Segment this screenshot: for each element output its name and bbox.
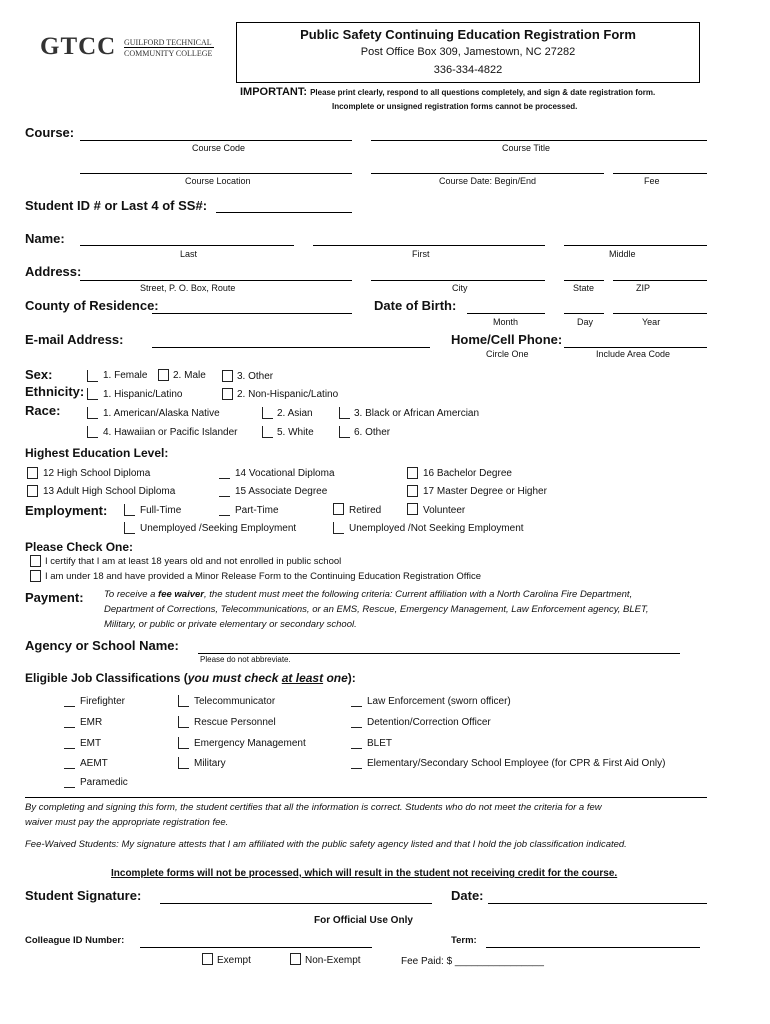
race-other-checkbox[interactable]	[339, 426, 350, 438]
job-law-label: Law Enforcement (sworn officer)	[367, 696, 511, 707]
year-caption: Year	[642, 317, 661, 327]
nonexempt-label: Non-Exempt	[305, 955, 361, 966]
first-caption: First	[412, 249, 430, 259]
job-paramedic-label: Paramedic	[80, 777, 128, 788]
logo-line2: COMMUNITY COLLEGE	[124, 49, 213, 58]
sex-male-checkbox[interactable]	[158, 369, 169, 381]
job-em-checkbox[interactable]	[178, 737, 189, 749]
job-telecom-label: Telecommunicator	[194, 696, 276, 707]
emp-retired-checkbox[interactable]	[333, 503, 344, 515]
job-emr-label: EMR	[80, 717, 103, 728]
sex-other-checkbox[interactable]	[222, 370, 233, 382]
edu-14-checkbox[interactable]	[219, 467, 230, 479]
job-detention-label: Detention/Correction Officer	[367, 717, 491, 728]
job-aemt-checkbox[interactable]	[64, 757, 75, 769]
exempt-label: Exempt	[217, 955, 251, 966]
job-telecom-checkbox[interactable]	[178, 695, 189, 707]
course-code-field[interactable]	[80, 140, 352, 141]
agency-note: Please do not abbreviate.	[200, 655, 291, 664]
race-black-checkbox[interactable]	[339, 407, 350, 419]
fee-paid-label: Fee Paid: $ ________________	[401, 956, 544, 967]
dob-label: Date of Birth:	[374, 298, 457, 313]
ethnicity-label: Ethnicity:	[25, 384, 85, 399]
state-field[interactable]	[564, 280, 604, 281]
month-caption: Month	[493, 317, 519, 327]
course-dates-field[interactable]	[371, 173, 604, 174]
edu-14-label: 14 Vocational Diploma	[235, 468, 335, 479]
non-hispanic-label: 2. Non-Hispanic/Latino	[237, 389, 339, 400]
official-title: For Official Use Only	[314, 915, 413, 926]
sex-label: Sex:	[25, 367, 53, 382]
race-native-label: 1. American/Alaska Native	[103, 408, 220, 419]
phone-field[interactable]	[564, 347, 707, 348]
city-caption: City	[452, 283, 468, 293]
agency-field[interactable]	[198, 653, 680, 654]
colleague-label: Colleague ID Number:	[25, 935, 125, 946]
dob-month-field[interactable]	[467, 313, 545, 314]
job-military-label: Military	[194, 758, 226, 769]
street-field[interactable]	[80, 280, 352, 281]
logo-line1: GUILFORD TECHNICAL	[124, 38, 212, 47]
course-fee-field[interactable]	[613, 173, 707, 174]
race-white-label: 5. White	[277, 427, 314, 438]
emp-seeking-label: Unemployed /Seeking Employment	[140, 523, 297, 534]
emp-not-seeking-checkbox[interactable]	[333, 522, 344, 534]
hispanic-label: 1. Hispanic/Latino	[103, 389, 183, 400]
emp-fulltime-checkbox[interactable]	[124, 504, 135, 516]
job-law-checkbox[interactable]	[351, 695, 362, 707]
name-label: Name:	[25, 231, 65, 246]
important-notice	[240, 86, 655, 98]
certify-line3: Fee-Waived Students: My signature attests that I am affiliated with the public safety agency listed and that I hold the job classification indicated.	[25, 839, 627, 850]
street-caption: Street, P. O. Box, Route	[140, 283, 236, 293]
employment-label: Employment:	[25, 503, 108, 518]
job-blet-label: BLET	[367, 738, 393, 749]
hispanic-checkbox[interactable]	[87, 388, 98, 400]
edu-12-label: 12 High School Diploma	[43, 468, 151, 479]
job-firefighter-checkbox[interactable]	[64, 695, 75, 707]
edu-13-checkbox[interactable]	[27, 485, 38, 497]
job-blet-checkbox[interactable]	[351, 737, 362, 749]
payment-text-line2: Department of Corrections, Telecommunications, or an EMS, Rescue, Emergency Management, Law Enforcement agency, BLET,	[104, 604, 649, 615]
zip-field[interactable]	[613, 280, 707, 281]
sex-female-label: 1. Female	[103, 370, 148, 381]
email-label: E-mail Address:	[25, 332, 124, 347]
course-title-caption: Course Title	[502, 143, 551, 153]
job-emt-checkbox[interactable]	[64, 737, 75, 749]
zip-caption: ZIP	[636, 283, 651, 293]
edu-16-label: 16 Bachelor Degree	[423, 468, 512, 479]
colleague-field[interactable]	[140, 947, 372, 948]
payment-label: Payment:	[25, 590, 84, 605]
jobs-label-post: ):	[347, 671, 356, 685]
edu-17-label: 17 Master Degree or Higher	[423, 486, 547, 497]
job-detention-checkbox[interactable]	[351, 716, 362, 728]
job-school-label: Elementary/Secondary School Employee (for CPR & First Aid Only)	[367, 758, 666, 769]
email-field[interactable]	[152, 347, 430, 348]
emp-volunteer-label: Volunteer	[423, 505, 466, 516]
certify-18-label: I certify that I am at least 18 years old and not enrolled in public school	[45, 556, 342, 567]
important-text: Please print clearly, respond to all questions completely, and sign & date registration form.	[310, 88, 656, 97]
circle-one-caption: Circle One	[486, 349, 529, 359]
address-label: Address:	[25, 264, 82, 279]
phone-label: Home/Cell Phone:	[451, 332, 563, 347]
course-label: Course:	[25, 125, 75, 140]
non-hispanic-checkbox[interactable]	[222, 388, 233, 400]
race-black-label: 3. Black or African Amercian	[354, 408, 480, 419]
job-firefighter-label: Firefighter	[80, 696, 126, 707]
last-name-field[interactable]	[80, 245, 294, 246]
fee-waiver-text: fee waiver	[158, 589, 204, 600]
dob-day-field[interactable]	[564, 313, 604, 314]
header-phone: 336-334-4822	[433, 64, 503, 76]
section-divider	[25, 797, 707, 798]
student-id-label: Student ID # or Last 4 of SS#:	[25, 198, 208, 213]
edu-12-checkbox[interactable]	[27, 467, 38, 479]
job-school-checkbox[interactable]	[351, 757, 362, 769]
jobs-label	[25, 671, 356, 685]
form-title: Public Safety Continuing Education Registration Form	[300, 27, 636, 42]
agency-label: Agency or School Name:	[25, 638, 179, 653]
course-location-caption: Course Location	[185, 176, 251, 186]
day-caption: Day	[577, 317, 594, 327]
city-field[interactable]	[371, 280, 545, 281]
race-native-checkbox[interactable]	[87, 407, 98, 419]
job-military-checkbox[interactable]	[178, 757, 189, 769]
logo-initials: GTCC	[40, 33, 117, 60]
header-address: Post Office Box 309, Jamestown, NC 27282	[360, 46, 576, 58]
emp-seeking-checkbox[interactable]	[124, 522, 135, 534]
last-caption: Last	[180, 249, 198, 259]
middle-name-field[interactable]	[564, 245, 707, 246]
edu-16-checkbox[interactable]	[407, 467, 418, 479]
job-em-label: Emergency Management	[194, 738, 306, 749]
certify-line1: By completing and signing this form, the student certifies that all the information is correct. Students who do not meet the criteria for a few	[25, 802, 602, 813]
under-18-label: I am under 18 and have provided a Minor Release Form to the Continuing Education Registration Office	[45, 571, 482, 582]
course-dates-caption: Course Date: Begin/End	[439, 176, 537, 186]
county-field[interactable]	[152, 313, 352, 314]
course-code-caption: Course Code	[192, 143, 246, 153]
course-location-field[interactable]	[80, 173, 352, 174]
exempt-checkbox[interactable]	[202, 953, 213, 965]
race-asian-checkbox[interactable]	[262, 407, 273, 419]
important-label: IMPORTANT:	[240, 86, 308, 98]
jobs-label-pre: Eligible Job Classifications (	[25, 671, 188, 685]
course-fee-caption: Fee	[644, 176, 660, 186]
edu-17-checkbox[interactable]	[407, 485, 418, 497]
payment-post: , the student must meet the following criteria: Current affiliation with a North Carolina Fire Department,	[204, 589, 633, 600]
edu-15-label: 15 Associate Degree	[235, 486, 328, 497]
term-field[interactable]	[486, 947, 700, 948]
jobs-label-underline: at least	[281, 671, 324, 685]
race-asian-label: 2. Asian	[277, 408, 313, 419]
emp-not-seeking-label: Unemployed /Not Seeking Employment	[349, 523, 524, 534]
payment-pre: To receive a	[104, 589, 156, 600]
race-other-label: 6. Other	[354, 427, 391, 438]
payment-text-line1	[104, 589, 632, 600]
first-name-field[interactable]	[313, 245, 545, 246]
race-hawaiian-label: 4. Hawaiian or Pacific Islander	[103, 427, 238, 438]
state-caption: State	[573, 283, 595, 293]
county-label: County of Residence:	[25, 298, 159, 313]
sex-other-label: 3. Other	[237, 371, 274, 382]
edu-15-checkbox[interactable]	[219, 485, 230, 497]
middle-caption: Middle	[609, 249, 636, 259]
emp-fulltime-label: Full-Time	[140, 505, 182, 516]
emp-retired-label: Retired	[349, 505, 382, 516]
certify-18-checkbox[interactable]	[30, 555, 41, 567]
emp-parttime-label: Part-Time	[235, 505, 279, 516]
education-label: Highest Education Level:	[25, 446, 169, 460]
payment-text-line3: Military, or public or private elementary or secondary school.	[104, 619, 357, 630]
job-rescue-checkbox[interactable]	[178, 716, 189, 728]
term-label: Term:	[451, 935, 477, 946]
sex-female-checkbox[interactable]	[87, 370, 98, 382]
course-title-field[interactable]	[371, 140, 707, 141]
signature-field[interactable]	[160, 903, 432, 904]
dob-year-field[interactable]	[613, 313, 707, 314]
area-code-caption: Include Area Code	[596, 349, 671, 359]
job-rescue-label: Rescue Personnel	[194, 717, 276, 728]
signature-label: Student Signature:	[25, 888, 142, 903]
please-check-label: Please Check One:	[25, 540, 134, 554]
important-text2: Incomplete or unsigned registration forms cannot be processed.	[332, 102, 578, 111]
race-hawaiian-checkbox[interactable]	[87, 426, 98, 438]
jobs-label-one: one	[326, 671, 348, 685]
race-white-checkbox[interactable]	[262, 426, 273, 438]
job-aemt-label: AEMT	[80, 758, 108, 769]
certify-line2: waiver must pay the appropriate registration fee.	[25, 817, 229, 828]
job-emt-label: EMT	[80, 738, 102, 749]
nonexempt-checkbox[interactable]	[290, 953, 301, 965]
date-label: Date:	[451, 888, 484, 903]
edu-13-label: 13 Adult High School Diploma	[43, 486, 176, 497]
under-18-checkbox[interactable]	[30, 570, 41, 582]
race-label: Race:	[25, 403, 61, 418]
date-field[interactable]	[488, 903, 707, 904]
sex-male-label: 2. Male	[173, 370, 206, 381]
job-paramedic-checkbox[interactable]	[64, 776, 75, 788]
student-id-field[interactable]	[216, 212, 352, 213]
job-emr-checkbox[interactable]	[64, 716, 75, 728]
emp-parttime-checkbox[interactable]	[219, 504, 230, 516]
emp-volunteer-checkbox[interactable]	[407, 503, 418, 515]
incomplete-notice: Incomplete forms will not be processed, which will result in the student not receiving credit for the course.	[111, 868, 618, 879]
jobs-label-em: you must check	[187, 671, 279, 685]
